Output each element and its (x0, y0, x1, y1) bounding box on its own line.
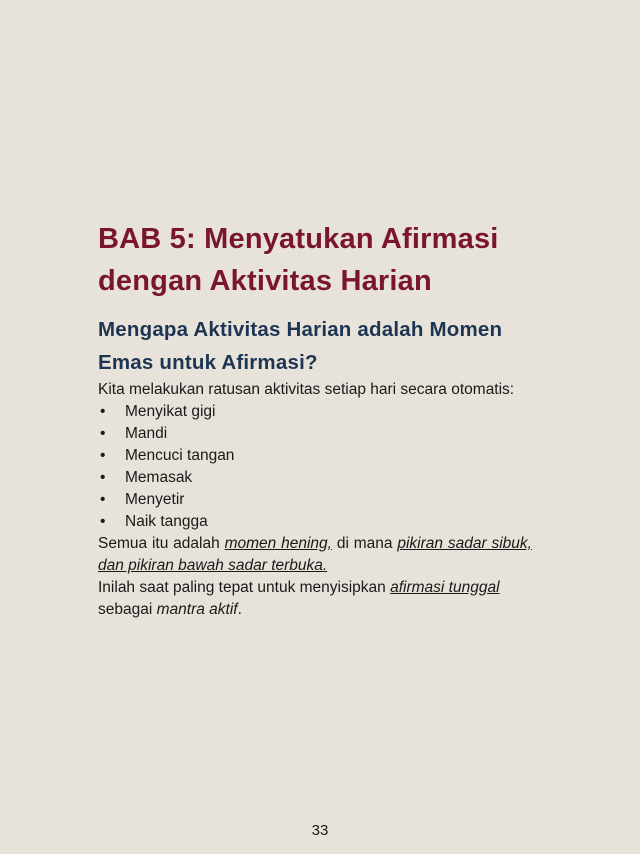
italic-text: mantra aktif (156, 601, 238, 618)
paragraph-text: . (237, 601, 242, 618)
list-item (98, 511, 532, 533)
list-item-text: Naik tangga (125, 513, 208, 530)
list-item (98, 423, 532, 445)
bullet-icon: • (100, 447, 106, 464)
list-item (98, 445, 532, 467)
bullet-icon: • (100, 403, 106, 420)
list-item-text: Menyetir (125, 491, 185, 508)
list-item (98, 467, 532, 489)
page-number: 33 (311, 822, 329, 839)
list-item-text: Mencuci tangan (125, 447, 235, 464)
list-item-text: Mandi (125, 425, 168, 442)
paragraph-text: Inilah saat paling tepat untuk menyisipkan (98, 579, 391, 596)
bullet-icon: • (100, 491, 106, 508)
intro-paragraph: Kita melakukan ratusan aktivitas setiap hari secara otomatis: (98, 381, 515, 398)
paragraph-text: sebagai (98, 601, 157, 618)
paragraph-text: Semua itu adalah (98, 535, 225, 552)
list-item-text: Menyikat gigi (125, 403, 216, 420)
activities-list (98, 401, 532, 533)
paragraph-moments (98, 533, 532, 577)
list-item-text: Memasak (125, 469, 193, 486)
paragraph-text: di mana (331, 535, 398, 552)
emphasis-text: momen hening, (224, 535, 332, 552)
emphasis-text: pikiran sadar sibuk, dan pikiran bawah sadar terbuka. (98, 535, 532, 574)
emphasis-text: afirmasi tunggal (390, 579, 500, 596)
bullet-icon: • (100, 469, 106, 486)
chapter-title: BAB 5: Menyatukan Afirmasi dengan Aktivitas Harian (98, 223, 499, 297)
paragraph-affirmation (98, 577, 532, 621)
bullet-icon: • (100, 513, 106, 530)
bullet-icon: • (100, 425, 106, 442)
section-title: Mengapa Aktivitas Harian adalah Momen Emas untuk Afirmasi? (98, 318, 503, 374)
list-item (98, 401, 532, 423)
list-item (98, 489, 532, 511)
body-text (98, 379, 532, 621)
